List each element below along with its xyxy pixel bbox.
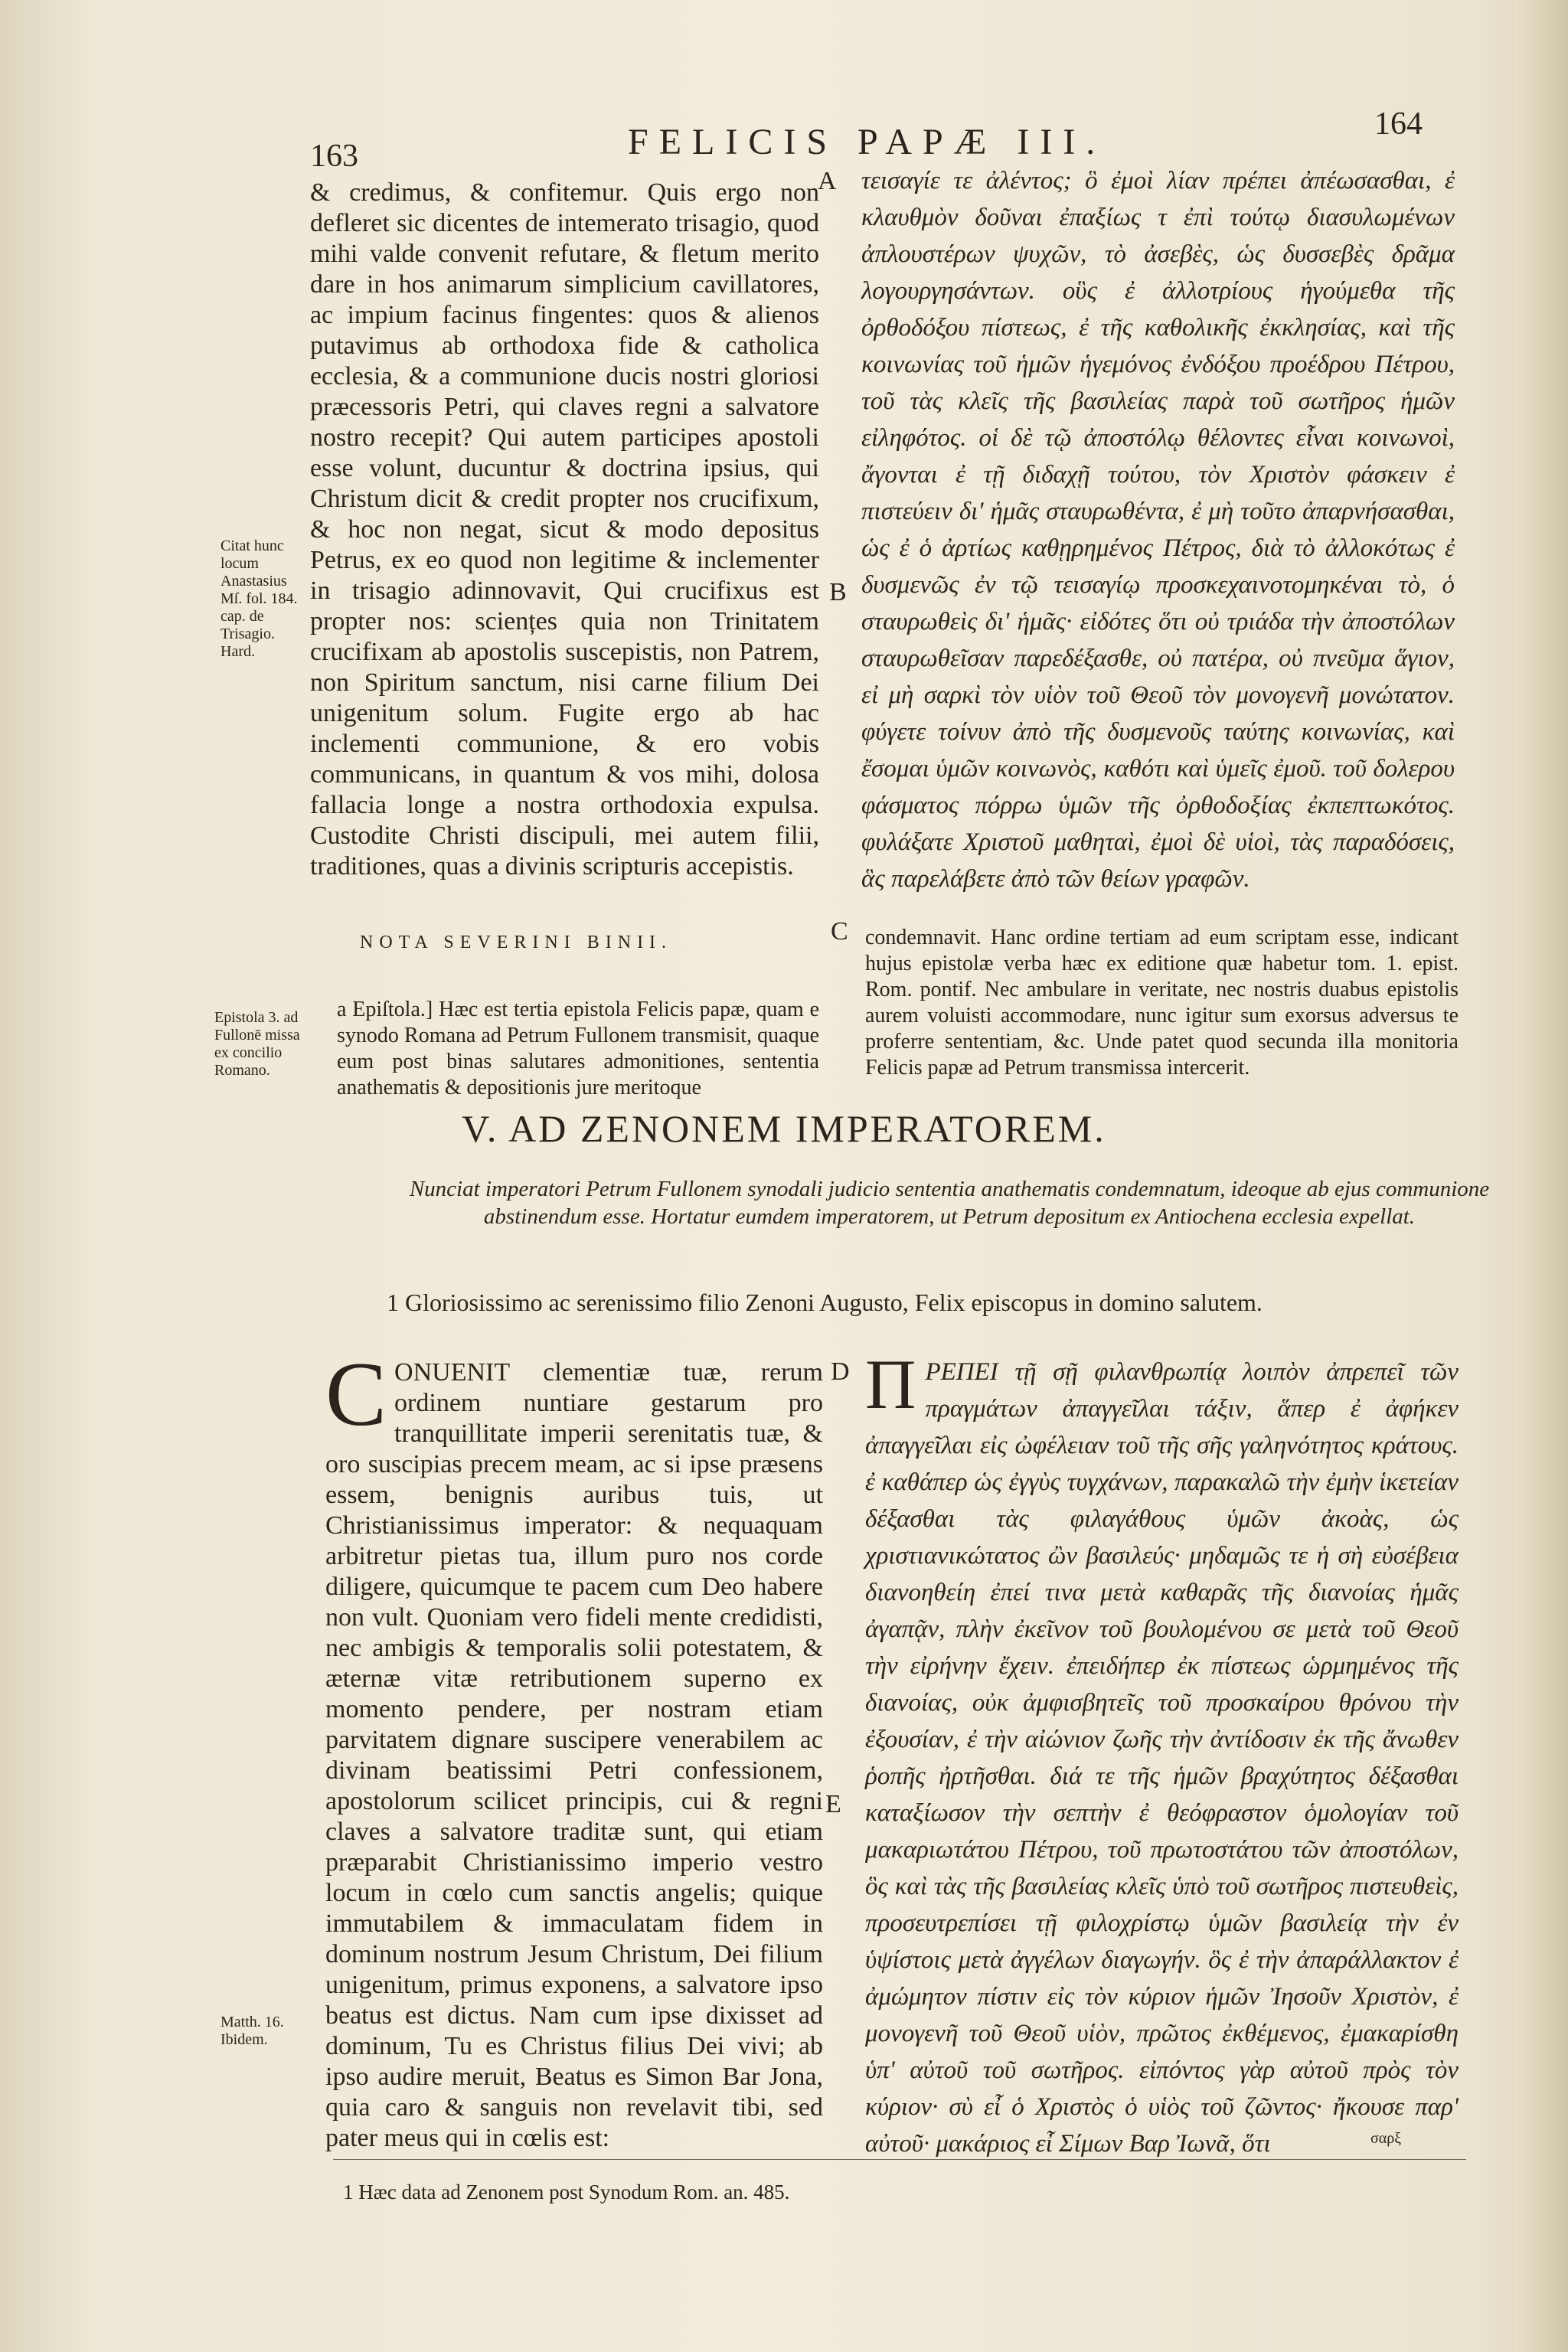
left-page-number: 163 [310,139,358,174]
greek-text-bottom: ΡΕΠΕΙ τῇ σῇ φιλανθρωπίᾳ λοιπὸν ἀπρεπεῖ τῶν πραγμάτων ἀπαγγεῖλαι τάξιν, ἅπερ ἐ ἀφήκεν ἀπαγγεῖλαι εἰς ὠφέλειαν τοῦ τῆς σῆς γαληνότητος κράτους. ἐ καθάπερ ὡς ἐγγὺς τυγχάνων, παρακαλῶ τὴν ἐμὴν ἱκετείαν δέξασθαι τὰς φιλαγάθους ὑμῶν ἀκοὰς, ὡς χριστιανικώτατος ὢν βασιλεύς· μηδαμῶς τε ἡ σὴ εὐσέβεια διανοηθείη ἐπεί τινα μετὰ καθαρᾶς τῆς διανοίας ἡμᾶς ἀγαπᾷν, πλὴν ἐκεῖνον τοῦ βουλομένου σε μετὰ τοῦ Θεοῦ τὴν εἰρήνην ἔχειν. ἐπειδήπερ ἐκ πίστεως ὡρμημένος τῆς διανοίας, οὐκ ἀμφισβητεῖς τοῦ προσκαίρου θρόνου τὴν ἐξουσίαν, ἐ τὴν αἰώνιον ζωῆς τὴν ἀντίδοσιν ἐκ τῆς ἄνωθεν ῥοπῆς ἠρτῆσθαι. διά τε τῆς ἡμῶν βραχύτητος δέξασθαι καταξίωσον τὴν σεπτὴν ἐ θεόφραστον ὁμολογίαν τοῦ μακαριωτάτου Πέτρου, τοῦ πρωτοστάτου τῶν ἀποστόλων, ὃς καὶ τὰς τῆς βασιλείας κλεῖς ὑπὸ τοῦ σωτῆρος πιστευθεὶς, προσευτρεπίσει τῇ φιλοχρίστῳ ὑμῶν βασιλείᾳ τὴν ἐν ὑψίστοις μετὰ ἀγγέλων διαγωγήν. ὃς ἐ τὴν ἀπαράλλακτον ἐ ἀμώμητον πίστιν εἰς τὸν κύριον ἡμῶν Ἰησοῦν Χριστὸν, ἐ μονογενῆ τοῦ Θεοῦ υἱὸν, πρῶτος ἐκθέμενος, ἐμακαρίσθη ὑπ' αὐτοῦ τοῦ σωτῆρος. εἰπόντος γὰρ αὐτοῦ πρὸς τὸν κύριον· σὺ εἶ ὁ Χριστὸς ὁ υἱὸς τοῦ ζῶντος· ἤκουσε παρ' αὐτοῦ· μακάριος εἶ Σίμων Βαρ Ἰωνᾶ, ὅτι [865,1358,1459,2158]
catchword: σαρξ [1370,2130,1402,2147]
greek-text-top: τεισαγίε τε ἀλέντος; ὃ ἐμοὶ λίαν πρέπει ἀπέωσασθαι, ἐ κλαυθμὸν δοῦναι ἐπαξίως τ ἐπὶ τούτῳ διασυλωμένων ἀπλουστέρων ψυχῶν, τὸ ἀσεβὲς, ὡς δυσσεβὲς δρᾶμα λογουργησάντων. οὓς ἐ ἀλλοτρίους ἡγούμεθα τῆς ὀρθοδόξου πίστεως, ἐ τῆς καθολικῆς ἐκκλησίας, καὶ τῆς κοινωνίας τοῦ ἡμῶν ἡγεμόνος ἐνδόξου προέδρου Πέτρου, τοῦ τὰς κλεῖς τῆς βασιλείας παρὰ τοῦ σωτῆρος ἡμῶν εἰληφότος. οἱ δὲ τῷ ἀποστόλῳ θέλοντες εἶναι κοινωνοὶ, ἄγονται ἐ τῇ διδαχῇ τούτου, τὸν Χριστὸν φάσκειν ἐ πιστεύειν δι' ἡμᾶς σταυρωθέντα, ἐ μὴ τοῦτο ἀπαρνήσασθαι, ὡς ἐ ὁ ἀρτίως καθῃρημένος Πέτρος, διὰ τὸ ἀλλοκότως ἐ δυσμενῶς ἐν τῷ τεισαγίῳ προσκεχαινοτομηκέναι τὸ, ὁ σταυρωθεὶς δι' ἡμᾶς· εἰδότες ὅτι οὐ τριάδα τὴν ἀποστόλων σταυρωθεῖσαν παρεδέξασθε, οὐ πατέρα, οὐ πνεῦμα ἅγιον, εἰ μὴ σαρκὶ τὸν υἱὸν τοῦ Θεοῦ τὸν μονογενῆ μονώτατον. φύγετε τοίνυν ἀπὸ τῆς δυσμενοῦς ταύτης κοινωνίας, καὶ ἔσομαι ὑμῶν κοινωνὸς, καθότι καὶ ὑμεῖς ἐμοῦ. τοῦ δολερου φάσματος πόρρω ὑμῶν τῆς ὀρθοδοξίας ἐκπεπτωκότος. φυλάξατε Χριστοῦ μαθηταὶ, ἐμοὶ δὲ υἱοὶ, τὰς παραδόσεις, ἃς παρελάβετε ἀπὸ τῶν θείων γραφῶν. [861,167,1455,893]
margin-note-matthew: Matth. 16. Ibidem. [220,2014,284,2048]
salutation: 1 Gloriosissimo ac serenissimo filio Zenoni Augusto, Felix episcopus in domino salutem. [387,1289,1263,1316]
nota-right-text: condemnavit. Hanc ordine tertiam ad eum scriptam esse, indicant hujus epistolæ verba hæc ex editione quæ habetur tom. 1. epist. Rom. pontif. Nec ambulare in veritate, nec nostris duabus epistolis aurem voluisti accommodare, nunc igitur sum exorsus adversus te proferre sententiam, &c. Unde patet quod secunda illa monitoria Felicis papæ ad Petrum transmissa intercerit. [865,926,1459,1080]
section-letter-d: D [831,1357,850,1386]
section-heading: V. AD ZENONEM IMPERATOREM. [462,1107,1106,1150]
latin-column-top [310,178,819,882]
section-summary: Nunciat imperatori Petrum Fullonem synodali judicio sententia anathematis condemnatum, ideoque ab ejus communione abstinendum esse. Hortatur eumdem imperatorem, ut Petrum depositum ex Antiochena ecclesia expellat. [409,1177,1490,1229]
section-letter-b: B [829,578,847,606]
latin-text-top: & credimus, & confitemur. Quis ergo non defleret sic dicentes de intemerato trisagio, quod mihi valde convenit refutare, & fletum merito dare in hos animarum simplicium cavillatores, ac impium facinus fingentes: quos & alienos putavimus ab orthodoxa fide & catholica ecclesia, & a communione ducis nostri gloriosi præcessoris Petri, qui claves regni a salvatore nostro recepit? Qui autem participes apostoli esse volunt, ducuntur & doctrina ipsius, qui Christum dicit & credit propter nos crucifixum, & hoc non negat, sicut & modo depositus Petrus, ex eo quod non legitime & inclementer in trisagio adinnovavit, Qui crucifixus est propter nos: sciențes quia non Trinitatem crucifixam ab apostolis suscepistis, non Patrem, non Spiritum sanctum, nisi carne filium Dei unigenitum solum. Fugite ergo ab hac inclementi communione, & ero vobis communicans, in quantum & vos mihi, dolosa fallacia longe a nostra orthodoxia expulsa. Custodite Christi discipuli, mei autem filii, traditiones, quas a divinis scripturis accepistis. [310,178,819,880]
footnote: 1 Hæc data ad Zenonem post Synodum Rom. an. 485. [343,2180,790,2203]
nota-left-column [337,997,819,1101]
right-page-number: 164 [1374,106,1423,142]
footnote-rule [333,2159,1466,2160]
nota-right-column [865,925,1459,1081]
running-title: FELICIS PAPÆ III. [628,122,1106,162]
margin-note-anastasius: Citat hunc locum Anastasius Mſ. fol. 184. cap. de Trisagio. Hard. [220,537,298,660]
greek-drop-cap: Π [865,1345,916,1423]
section-letter-e: E [825,1790,841,1818]
greek-column-top [861,162,1455,897]
greek-column-bottom [865,1345,1459,2162]
drop-cap: C [325,1343,387,1445]
nota-title: NOTA SEVERINI BINII. [360,933,673,952]
latin-column-bottom [325,1343,823,2154]
page-edge [1514,0,1568,2352]
section-letter-a: A [818,167,837,195]
nota-left-text: a Epiſtola.] Hæc est tertia epistola Felicis papæ, quam e synodo Romana ad Petrum Fullonem transmisit, quaque eum post binas salutares admonitiones, sententia anathematis & depositionis jure meritoque [337,998,819,1099]
section-letter-c: C [831,917,848,946]
latin-text-bottom: ONUENIT clementiæ tuæ, rerum ordinem nuntiare gestarum pro tranquillitate imperii serenitatis tuæ, & oro suscipias precem meam, ac si ipse præsens essem, benignis auribus tuis, ut Christianissimus imperator: & nequaquam arbitretur pietas tua, illum puro nos corde diligere, quicumque te pacem cum Deo habere non vult. Quoniam vero fideli mente credidisti, nec ambigis & temporalis solii potestatem, & æternæ vitæ retributionem superno ex momento pendere, per nostram etiam parvitatem dignare suscipere venerabilem ac divinam beatissimi Petri confessionem, apostolorum scilicet principis, cui & regni claves a salvatore traditæ sunt, qui etiam præparabit Christianissimo imperio vestro locum in cœlo cum sanctis angelis; quique immutabilem & immaculatam fidem in dominum nostrum Jesum Christum, Dei filium unigenitum, primus exponens, a salvatore ipso beatus est dictus. Nam cum ipse dixisset ad dominum, Tu es Christus filius Dei vivi; ab ipso audire meruit, Beatus es Simon Bar Jona, quia caro & sanguis non revelavit tibi, sed pater meus qui in cœlis est: [325,1358,823,2152]
margin-note-epistola: Epistola 3. ad Fullonē missa ex concilio Romano. [214,1009,300,1079]
